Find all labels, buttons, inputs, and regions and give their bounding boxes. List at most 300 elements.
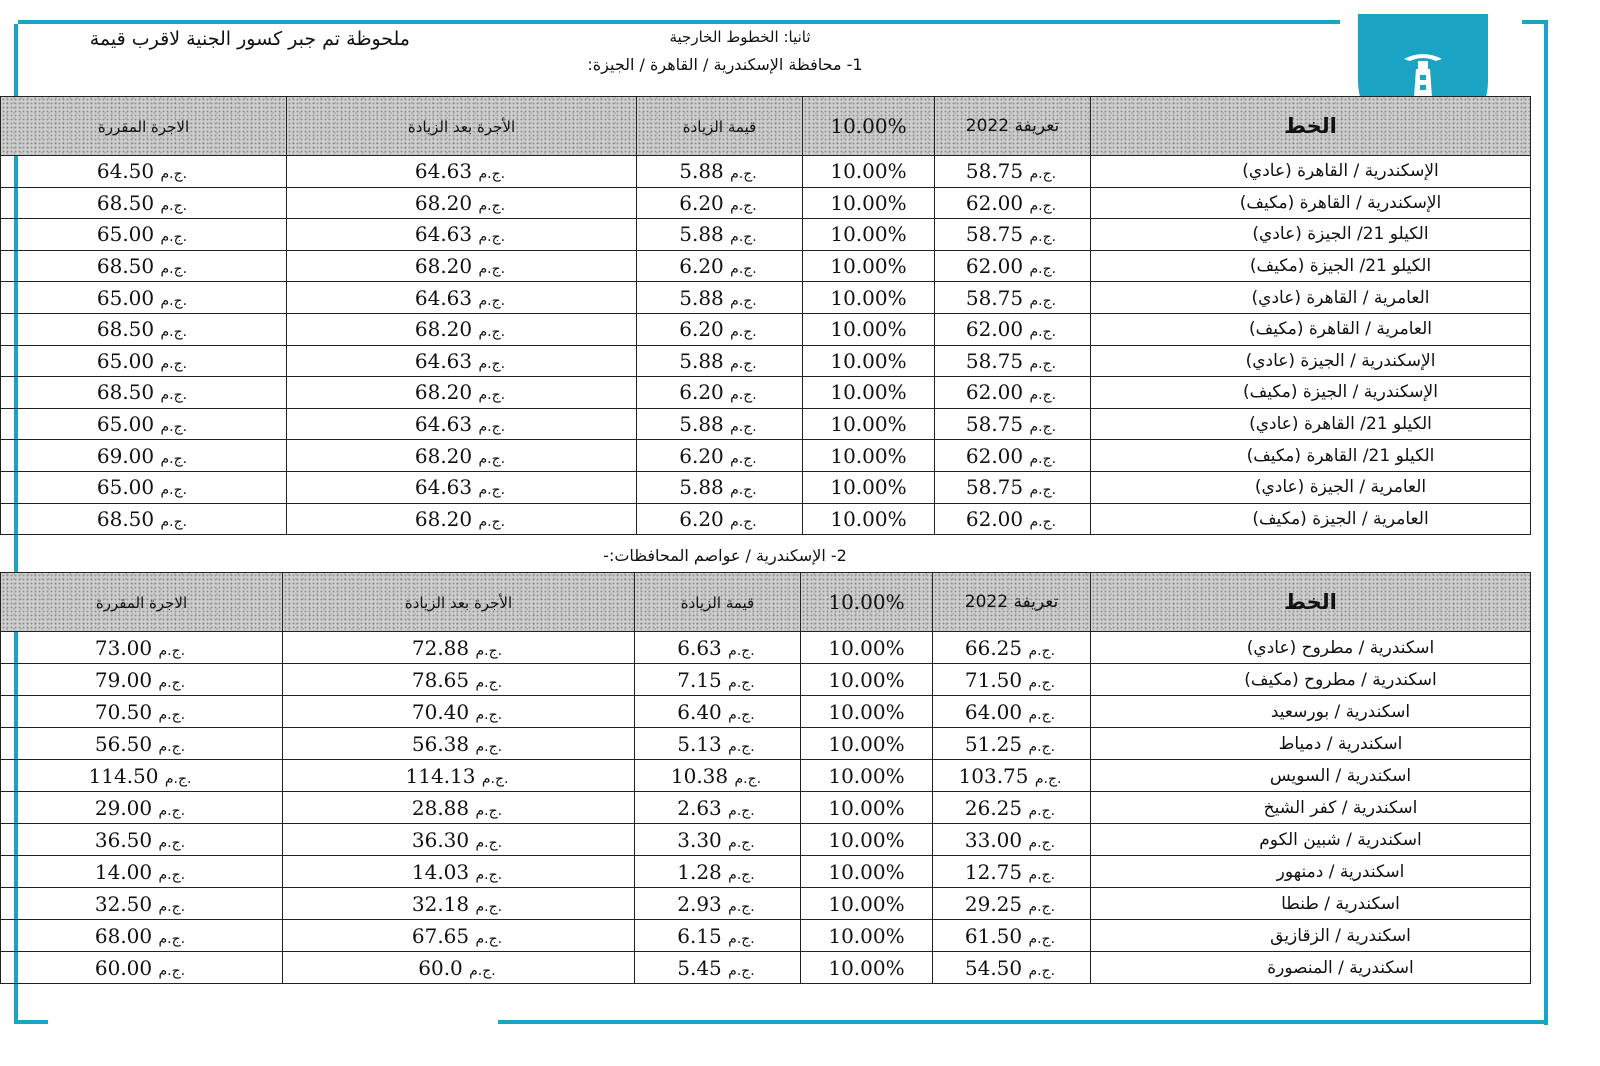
currency-label: ج.م. [478, 261, 506, 278]
currency-label: ج.م. [1028, 962, 1056, 979]
lighthouse-icon [1396, 45, 1450, 101]
table-row [1, 440, 1531, 472]
tariff-2022-cell [935, 345, 1091, 377]
table-row [1, 696, 1531, 728]
increase-value-cell [635, 920, 801, 952]
table-header-row [1, 573, 1531, 632]
approved-fare-cell [1, 345, 287, 377]
currency-label: ج.م. [1029, 166, 1057, 183]
table-row [1, 824, 1531, 856]
table-row [1, 471, 1531, 503]
currency-label: ج.م. [475, 802, 503, 819]
approved-fare-cell [1, 503, 287, 535]
currency-label: ج.م. [1029, 450, 1057, 467]
amount-value: 68.20 [414, 254, 473, 279]
amount-value: 65.00 [96, 222, 155, 247]
currency-label: ج.م. [730, 482, 757, 499]
fare-after-increase-cell [283, 632, 635, 664]
line-name-cell: الكيلو 21/ الجيزة (مكيف) [1091, 250, 1531, 282]
amount-value: 114.13 [405, 763, 476, 788]
percent-cell: 10.00% [801, 856, 933, 888]
currency-label: ج.م. [475, 866, 503, 883]
currency-label: ج.م. [730, 513, 757, 530]
increase-value-cell [635, 728, 801, 760]
amount-value: 58.75 [965, 475, 1024, 500]
currency-label: ج.م. [1029, 197, 1057, 214]
currency-label: ج.م. [730, 324, 757, 341]
currency-label: ج.م. [1029, 324, 1057, 341]
amount-value: 6.20 [679, 380, 724, 405]
amount-value: 69.00 [96, 443, 155, 468]
approved-fare-cell [1, 471, 287, 503]
increase-value-cell [635, 824, 801, 856]
line-name-cell: اسكندرية / السويس [1091, 760, 1531, 792]
approved-fare-cell [1, 219, 287, 251]
line-name-cell: اسكندرية / طنطا [1091, 888, 1531, 920]
tariff-2022-cell [933, 952, 1091, 984]
currency-label: ج.م. [478, 292, 506, 309]
line-name-cell: العامرية / الجيزة (عادي) [1091, 471, 1531, 503]
currency-label: ج.م. [1028, 674, 1056, 691]
fare-after-increase-cell [283, 760, 635, 792]
currency-label: ج.م. [1028, 642, 1056, 659]
currency-label: ج.م. [730, 229, 757, 246]
table-row [1, 920, 1531, 952]
currency-label: ج.م. [160, 513, 188, 530]
currency-label: ج.م. [728, 706, 755, 723]
fare-after-increase-cell [283, 952, 635, 984]
fare-after-increase-cell [287, 313, 637, 345]
amount-value: 5.13 [677, 731, 722, 756]
table-row [1, 728, 1531, 760]
amount-value: 79.00 [94, 667, 153, 692]
currency-label: ج.م. [728, 802, 755, 819]
fare-after-increase-cell [287, 408, 637, 440]
currency-label: ج.م. [475, 834, 503, 851]
fare-after-increase-cell [287, 471, 637, 503]
percent-cell: 10.00% [801, 664, 933, 696]
currency-label: ج.م. [1029, 355, 1057, 372]
currency-label: ج.م. [160, 292, 188, 309]
percent-cell: 10.00% [803, 503, 935, 535]
fare-after-increase-cell [283, 920, 635, 952]
currency-label: ج.م. [478, 450, 506, 467]
percent-cell: 10.00% [803, 250, 935, 282]
amount-value: 32.50 [94, 891, 153, 916]
table-row [1, 632, 1531, 664]
currency-label: ج.م. [160, 387, 188, 404]
approved-fare-cell [1, 952, 283, 984]
table-row [1, 888, 1531, 920]
currency-label: ج.م. [478, 229, 506, 246]
currency-label: ج.م. [158, 738, 186, 755]
currency-label: ج.م. [1028, 738, 1056, 755]
currency-label: ج.م. [728, 642, 755, 659]
tariff-2022-cell [935, 282, 1091, 314]
amount-value: 68.50 [96, 254, 155, 279]
amount-value: 62.00 [965, 506, 1024, 531]
approved-fare-cell [1, 696, 283, 728]
increase-value-cell [637, 440, 803, 472]
increase-value-cell [637, 313, 803, 345]
frame-bottom-left-border [14, 1020, 48, 1024]
percent-cell: 10.00% [801, 888, 933, 920]
currency-label: ج.م. [160, 482, 188, 499]
amount-value: 67.65 [411, 923, 470, 948]
tariff-2022-cell [935, 377, 1091, 409]
fare-after-increase-cell [283, 792, 635, 824]
subsection-title-1: 1- محافظة الإسكندرية / القاهرة / الجيزة: [587, 55, 863, 74]
currency-label: ج.م. [158, 866, 186, 883]
tariff-2022-cell [933, 792, 1091, 824]
amount-value: 68.20 [414, 443, 473, 468]
amount-value: 58.75 [965, 285, 1024, 310]
percent-cell: 10.00% [803, 187, 935, 219]
amount-value: 73.00 [94, 635, 153, 660]
percent-cell: 10.00% [801, 728, 933, 760]
currency-label: ج.م. [730, 355, 757, 372]
amount-value: 68.20 [414, 380, 473, 405]
amount-value: 58.75 [965, 412, 1024, 437]
currency-label: ج.م. [734, 770, 762, 787]
currency-label: ج.م. [158, 706, 186, 723]
fare-after-increase-cell [287, 377, 637, 409]
amount-value: 36.30 [411, 827, 470, 852]
amount-value: 72.88 [411, 635, 470, 660]
col-header-line: الخط [1091, 573, 1531, 632]
amount-value: 7.15 [677, 667, 722, 692]
amount-value: 5.45 [677, 955, 722, 980]
currency-label: ج.م. [158, 674, 186, 691]
col-header-increase: قيمة الزيادة [637, 97, 803, 156]
line-name-cell: الإسكندرية / القاهرة (عادي) [1091, 156, 1531, 188]
frame-bottom-border [498, 1020, 1548, 1024]
currency-label: ج.م. [478, 513, 506, 530]
approved-fare-cell [1, 408, 287, 440]
amount-value: 33.00 [964, 827, 1023, 852]
line-name-cell: العامرية / الجيزة (مكيف) [1091, 503, 1531, 535]
table-row [1, 345, 1531, 377]
currency-label: ج.م. [730, 450, 757, 467]
subsection-title-2: 2- الإسكندرية / عواصم المحافظات:- [603, 546, 847, 565]
increase-value-cell [637, 250, 803, 282]
increase-value-cell [635, 792, 801, 824]
table-row [1, 408, 1531, 440]
increase-value-cell [637, 408, 803, 440]
currency-label: ج.م. [160, 166, 188, 183]
currency-label: ج.م. [475, 706, 503, 723]
amount-value: 64.63 [414, 285, 473, 310]
currency-label: ج.م. [475, 898, 503, 915]
currency-label: ج.م. [728, 834, 755, 851]
table-row [1, 792, 1531, 824]
currency-label: ج.م. [475, 738, 503, 755]
tariff-2022-cell [933, 856, 1091, 888]
currency-label: ج.م. [478, 166, 506, 183]
amount-value: 6.20 [679, 254, 724, 279]
fares-table-alex-cairo-giza [0, 96, 1531, 535]
approved-fare-cell [1, 760, 283, 792]
line-name-cell: اسكندرية / بورسعيد [1091, 696, 1531, 728]
currency-label: ج.م. [481, 770, 509, 787]
line-name-cell: الكيلو 21/ القاهرة (عادي) [1091, 408, 1531, 440]
line-name-cell: العامرية / القاهرة (مكيف) [1091, 313, 1531, 345]
amount-value: 26.25 [964, 795, 1023, 820]
amount-value: 64.63 [414, 222, 473, 247]
amount-value: 5.88 [679, 475, 724, 500]
line-name-cell: الإسكندرية / القاهرة (مكيف) [1091, 187, 1531, 219]
col-header-tariff: تعريفة 2022 [933, 573, 1091, 632]
amount-value: 58.75 [965, 348, 1024, 373]
amount-value: 64.50 [96, 159, 155, 184]
col-header-after: الأجرة بعد الزيادة [287, 97, 637, 156]
tariff-2022-cell [935, 250, 1091, 282]
percent-cell: 10.00% [801, 824, 933, 856]
table-row [1, 282, 1531, 314]
increase-value-cell [637, 156, 803, 188]
amount-value: 58.75 [965, 222, 1024, 247]
tariff-2022-cell [935, 408, 1091, 440]
currency-label: ج.م. [478, 197, 506, 214]
approved-fare-cell [1, 920, 283, 952]
table-row [1, 156, 1531, 188]
currency-label: ج.م. [160, 419, 188, 436]
currency-label: ج.م. [1029, 482, 1057, 499]
amount-value: 65.00 [96, 285, 155, 310]
frame-top-border [18, 20, 1340, 24]
line-name-cell: اسكندرية / دمنهور [1091, 856, 1531, 888]
currency-label: ج.م. [728, 866, 755, 883]
increase-value-cell [637, 345, 803, 377]
table-row [1, 313, 1531, 345]
amount-value: 66.25 [964, 635, 1023, 660]
increase-value-cell [637, 219, 803, 251]
currency-label: ج.م. [1028, 802, 1056, 819]
amount-value: 68.20 [414, 190, 473, 215]
tariff-2022-cell [935, 471, 1091, 503]
currency-label: ج.م. [158, 962, 186, 979]
amount-value: 2.93 [677, 891, 722, 916]
currency-label: ج.م. [478, 482, 506, 499]
line-name-cell: العامرية / القاهرة (عادي) [1091, 282, 1531, 314]
amount-value: 78.65 [411, 667, 470, 692]
amount-value: 10.38 [670, 763, 729, 788]
line-name-cell: الكيلو 21/ القاهرة (مكيف) [1091, 440, 1531, 472]
approved-fare-cell [1, 664, 283, 696]
tariff-2022-cell [933, 664, 1091, 696]
tariff-2022-cell [933, 760, 1091, 792]
approved-fare-cell [1, 377, 287, 409]
amount-value: 1.28 [677, 859, 722, 884]
increase-value-cell [635, 888, 801, 920]
amount-value: 58.75 [965, 159, 1024, 184]
tariff-2022-cell [935, 440, 1091, 472]
amount-value: 5.88 [679, 412, 724, 437]
amount-value: 68.20 [414, 317, 473, 342]
currency-label: ج.م. [1028, 898, 1056, 915]
amount-value: 5.88 [679, 348, 724, 373]
amount-value: 6.40 [677, 699, 722, 724]
amount-value: 60.0 [418, 955, 463, 980]
col-header-percent: 10.00% [801, 573, 933, 632]
tariff-2022-cell [933, 632, 1091, 664]
percent-cell: 10.00% [801, 792, 933, 824]
tariff-2022-cell [935, 313, 1091, 345]
approved-fare-cell [1, 282, 287, 314]
fare-after-increase-cell [287, 250, 637, 282]
approved-fare-cell [1, 313, 287, 345]
amount-value: 71.50 [964, 667, 1023, 692]
percent-cell: 10.00% [803, 345, 935, 377]
col-header-approved: الاجرة المقررة [1, 573, 283, 632]
currency-label: ج.م. [158, 898, 186, 915]
currency-label: ج.م. [730, 292, 757, 309]
tariff-2022-cell [935, 187, 1091, 219]
currency-label: ج.م. [478, 419, 506, 436]
amount-value: 70.40 [411, 699, 470, 724]
currency-label: ج.م. [475, 642, 503, 659]
percent-cell: 10.00% [803, 313, 935, 345]
currency-label: ج.م. [475, 674, 503, 691]
amount-value: 61.50 [964, 923, 1023, 948]
currency-label: ج.م. [160, 229, 188, 246]
increase-value-cell [635, 632, 801, 664]
col-header-tariff: تعريفة 2022 [935, 97, 1091, 156]
amount-value: 5.88 [679, 222, 724, 247]
amount-value: 6.63 [677, 635, 722, 660]
amount-value: 32.18 [411, 891, 470, 916]
currency-label: ج.م. [478, 324, 506, 341]
amount-value: 62.00 [965, 254, 1024, 279]
amount-value: 64.63 [414, 475, 473, 500]
percent-cell: 10.00% [803, 440, 935, 472]
frame-right-border [1544, 20, 1548, 1025]
currency-label: ج.م. [469, 962, 496, 979]
amount-value: 62.00 [965, 317, 1024, 342]
amount-value: 29.00 [94, 795, 153, 820]
amount-value: 64.63 [414, 159, 473, 184]
percent-cell: 10.00% [803, 156, 935, 188]
currency-label: ج.م. [1029, 261, 1057, 278]
fare-after-increase-cell [287, 503, 637, 535]
increase-value-cell [637, 503, 803, 535]
fare-after-increase-cell [283, 696, 635, 728]
percent-cell: 10.00% [803, 282, 935, 314]
amount-value: 62.00 [965, 380, 1024, 405]
increase-value-cell [635, 856, 801, 888]
line-name-cell: اسكندرية / مطروح (مكيف) [1091, 664, 1531, 696]
percent-cell: 10.00% [803, 471, 935, 503]
tariff-2022-cell [933, 920, 1091, 952]
col-header-line: الخط [1091, 97, 1531, 156]
currency-label: ج.م. [160, 197, 188, 214]
table-row [1, 952, 1531, 984]
line-name-cell: اسكندرية / مطروح (عادي) [1091, 632, 1531, 664]
amount-value: 36.50 [94, 827, 153, 852]
amount-value: 56.50 [94, 731, 153, 756]
col-header-after: الأجرة بعد الزيادة [283, 573, 635, 632]
amount-value: 68.50 [96, 506, 155, 531]
amount-value: 70.50 [94, 699, 153, 724]
currency-label: ج.م. [160, 324, 188, 341]
percent-cell: 10.00% [801, 920, 933, 952]
rounding-note: ملحوظة تم جبر كسور الجنية لاقرب قيمة [89, 28, 410, 50]
line-name-cell: الكيلو 21/ الجيزة (عادي) [1091, 219, 1531, 251]
currency-label: ج.م. [1028, 866, 1056, 883]
amount-value: 14.03 [411, 859, 470, 884]
tariff-2022-cell [933, 696, 1091, 728]
fare-after-increase-cell [283, 728, 635, 760]
table-row [1, 856, 1531, 888]
amount-value: 65.00 [96, 412, 155, 437]
table-row [1, 760, 1531, 792]
currency-label: ج.م. [1028, 834, 1056, 851]
table-row [1, 377, 1531, 409]
currency-label: ج.م. [1029, 513, 1057, 530]
currency-label: ج.م. [164, 770, 192, 787]
currency-label: ج.م. [1034, 770, 1062, 787]
table-row [1, 250, 1531, 282]
fare-after-increase-cell [283, 824, 635, 856]
approved-fare-cell [1, 856, 283, 888]
currency-label: ج.م. [160, 450, 188, 467]
currency-label: ج.م. [158, 642, 186, 659]
percent-cell: 10.00% [801, 760, 933, 792]
amount-value: 62.00 [965, 190, 1024, 215]
percent-cell: 10.00% [801, 696, 933, 728]
amount-value: 6.20 [679, 190, 724, 215]
currency-label: ج.م. [478, 355, 506, 372]
amount-value: 3.30 [677, 827, 722, 852]
currency-label: ج.م. [730, 261, 757, 278]
fare-after-increase-cell [287, 345, 637, 377]
percent-cell: 10.00% [801, 632, 933, 664]
amount-value: 65.00 [96, 348, 155, 373]
amount-value: 12.75 [964, 859, 1023, 884]
amount-value: 14.00 [94, 859, 153, 884]
fare-after-increase-cell [287, 282, 637, 314]
tariff-2022-cell [935, 503, 1091, 535]
amount-value: 68.50 [96, 190, 155, 215]
amount-value: 64.63 [414, 348, 473, 373]
currency-label: ج.م. [728, 962, 755, 979]
amount-value: 68.50 [96, 380, 155, 405]
percent-cell: 10.00% [801, 952, 933, 984]
currency-label: ج.م. [728, 674, 755, 691]
tariff-2022-cell [933, 824, 1091, 856]
fare-after-increase-cell [283, 856, 635, 888]
approved-fare-cell [1, 187, 287, 219]
line-name-cell: اسكندرية / كفر الشيخ [1091, 792, 1531, 824]
approved-fare-cell [1, 632, 283, 664]
currency-label: ج.م. [1029, 387, 1057, 404]
line-name-cell: اسكندرية / الزقازيق [1091, 920, 1531, 952]
amount-value: 56.38 [411, 731, 470, 756]
currency-label: ج.م. [1029, 292, 1057, 309]
currency-label: ج.م. [730, 419, 757, 436]
increase-value-cell [637, 282, 803, 314]
approved-fare-cell [1, 156, 287, 188]
table-header-row [1, 97, 1531, 156]
amount-value: 68.00 [94, 923, 153, 948]
increase-value-cell [635, 760, 801, 792]
currency-label: ج.م. [730, 197, 757, 214]
line-name-cell: اسكندرية / المنصورة [1091, 952, 1531, 984]
increase-value-cell [635, 952, 801, 984]
amount-value: 68.20 [414, 506, 473, 531]
currency-label: ج.م. [158, 930, 186, 947]
section-title: ثانيا: الخطوط الخارجية [669, 28, 811, 46]
